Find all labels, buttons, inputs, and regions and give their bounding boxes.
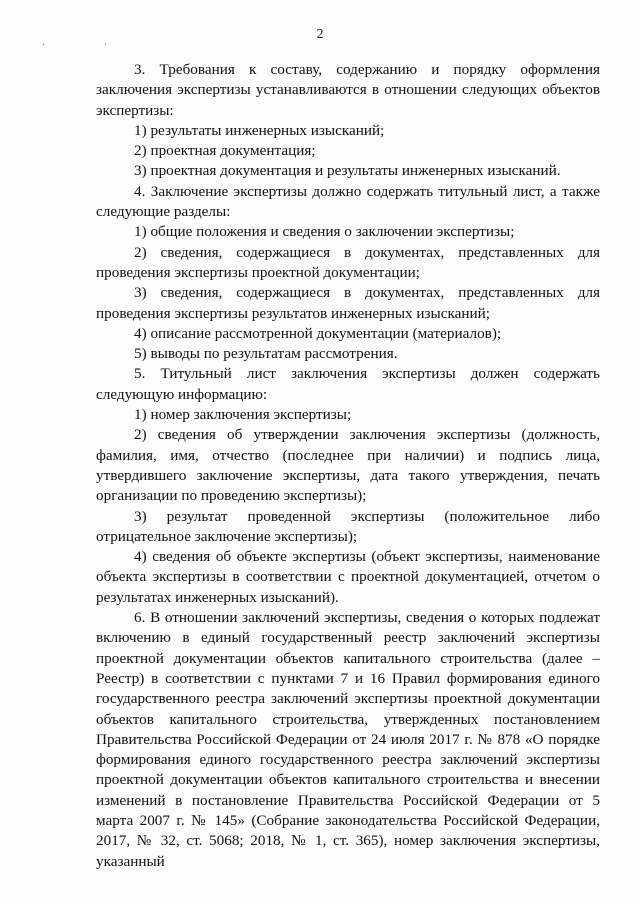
list-item: 2) сведения об утверждении заключения экспертизы (должность, фамилия, имя, отчество (последнее при наличии) и подпись лица, утвердившего заключение экспертизы, дата такого утверждения, печать организации по проведению экспертизы); [96,426,600,505]
list-item: 5) выводы по результатам рассмотрения. [134,345,398,363]
list-item: 3) сведения, содержащиеся в документах, представленных для проведения экспертизы результатов инженерных изысканий; [96,284,600,322]
list-item: 4) сведения об объекте экспертизы (объект экспертизы, наименование объекта экспертизы в соответствии с проектной документацией, отчетом о результатах инженерных изысканий). [96,548,600,606]
list-item: 2) сведения, содержащиеся в документах, представленных для проведения экспертизы проектной документации; [96,243,600,281]
list-item: 1) результаты инженерных изысканий; [134,121,385,139]
list-item: 2) проектная документация; [134,142,316,160]
scan-specks: · · [42,40,136,51]
paragraph-5: 5. Титульный лист заключения экспертизы должен содержать следующую информацию: [96,365,600,403]
list-item: 4) описание рассмотренной документации (материалов); [134,324,502,342]
paragraph-3: 3. Требования к составу, содержанию и порядку оформления заключения экспертизы устанавливаются в отношении следующих объектов экспертизы: [96,61,600,119]
list-item: 3) проектная документация и результаты инженерных изысканий. [134,162,561,180]
list-item: 1) общие положения и сведения о заключении экспертизы; [134,223,515,241]
list-item: 1) номер заключения экспертизы; [134,406,352,424]
paragraph-4: 4. Заключение экспертизы должно содержать титульный лист, а также следующие разделы: [96,182,600,221]
paragraph-6: 6. В отношении заключений экспертизы, сведения о которых подлежат включению в единый государственный реестр заключений экспертизы проектной документации объектов капитального строительства (далее – Реестр) в соответствии с пунктами 7 и 16 Правил формирования единого государственного реестра заключений экспертизы проектной документации объектов капитального строительства, утвержденных постановлением Правительства Российской Федерации от 24 июля 2017 г. № 878 «О порядке формирования единого государственного реестра заключений экспертизы проектной документации объектов капитального строительства и внесении изменений в постановление Правительства Российской Федерации от 5 марта 2007 г. № 145» (Собрание законодательства Российской Федерации, 2017, № 32, ст. 5068; 2018, № 1, ст. 365), номер заключения экспертизы, указанный [96,609,600,870]
list-item: 3) результат проведенной экспертизы (положительное либо отрицательное заключение экспертизы); [96,507,600,545]
document-body [96,60,600,872]
page-number: 2 [316,27,324,42]
